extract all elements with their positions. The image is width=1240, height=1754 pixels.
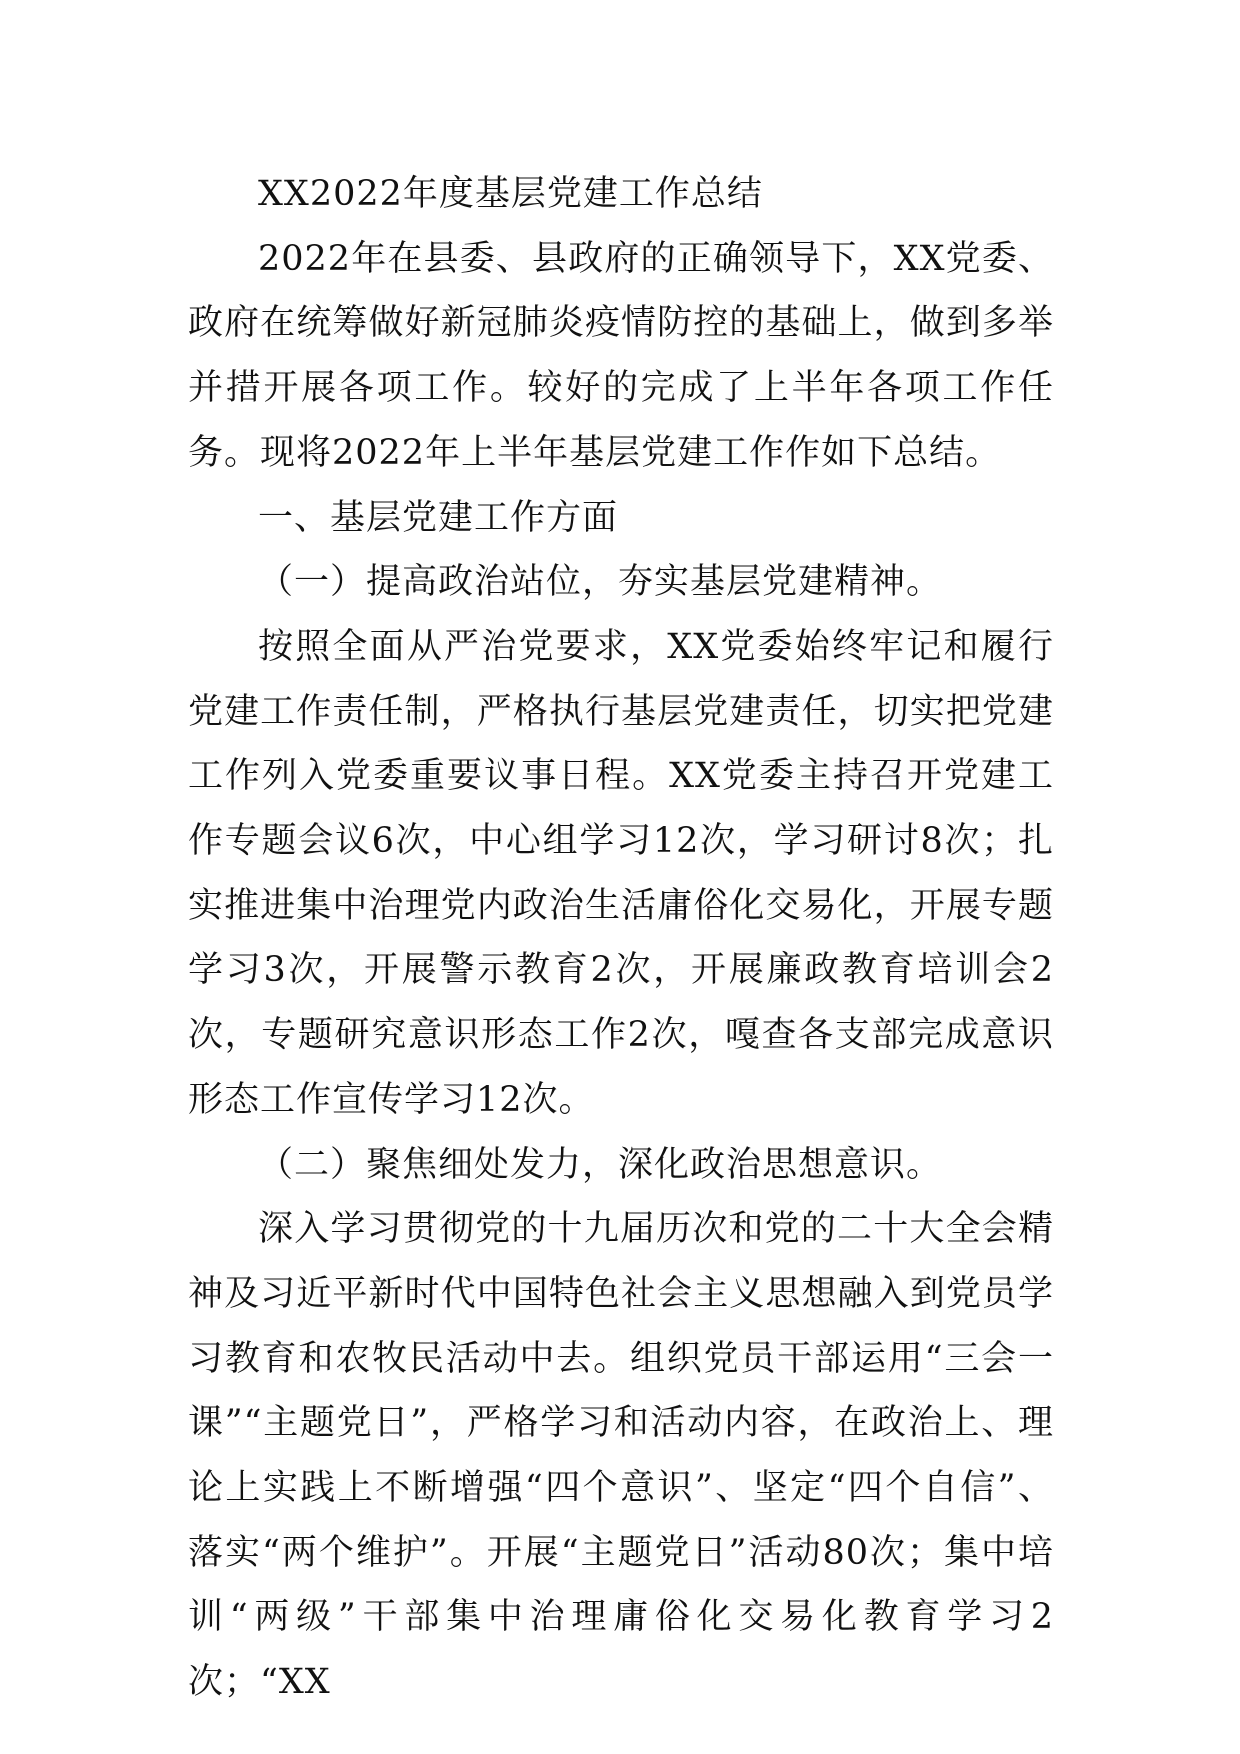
- intro-paragraph: 2022年在县委、县政府的正确领导下，XX党委、政府在统筹做好新冠肺炎疫情防控的基础上，做到多举并措开展各项工作。较好的完成了上半年各项工作任务。现将2022年上半年基层党建工作作如下总结。: [188, 238, 1054, 473]
- subsection-heading-1: （一）提高政治站位，夯实基层党建精神。: [258, 562, 943, 603]
- document-body: [188, 162, 1054, 1715]
- body-paragraph-1: 按照全面从严治党要求，XX党委始终牢记和履行党建工作责任制，严格执行基层党建责任，切实把党建工作列入党委重要议事日程。XX党委主持召开党建工作专题会议6次，中心组学习12次，学习研讨8次；扎实推进集中治理党内政治生活庸俗化交易化，开展专题学习3次，开展警示教育2次，开展廉政教育培训会2次，专题研究意识形态工作2次，嘎查各支部完成意识形态工作宣传学习12次。: [188, 626, 1054, 1120]
- document-title: XX2022年度基层党建工作总结: [258, 174, 763, 214]
- body-paragraph-2: 深入学习贯彻党的十九届历次和党的二十大全会精神及习近平新时代中国特色社会主义思想融入到党员学习教育和农牧民活动中去。组织党员干部运用“三会一课”“主题党日”，严格学习和活动内容，在政治上、理论上实践上不断增强“四个意识”、坚定“四个自信”、落实“两个维护”。开展“主题党日”活动80次；集中培训“两级”干部集中治理庸俗化交易化教育学习2次；“XX: [188, 1209, 1054, 1703]
- subsection-heading-2: （二）聚焦细处发力，深化政治思想意识。: [258, 1144, 943, 1185]
- section-heading-1: 一、基层党建工作方面: [258, 497, 619, 538]
